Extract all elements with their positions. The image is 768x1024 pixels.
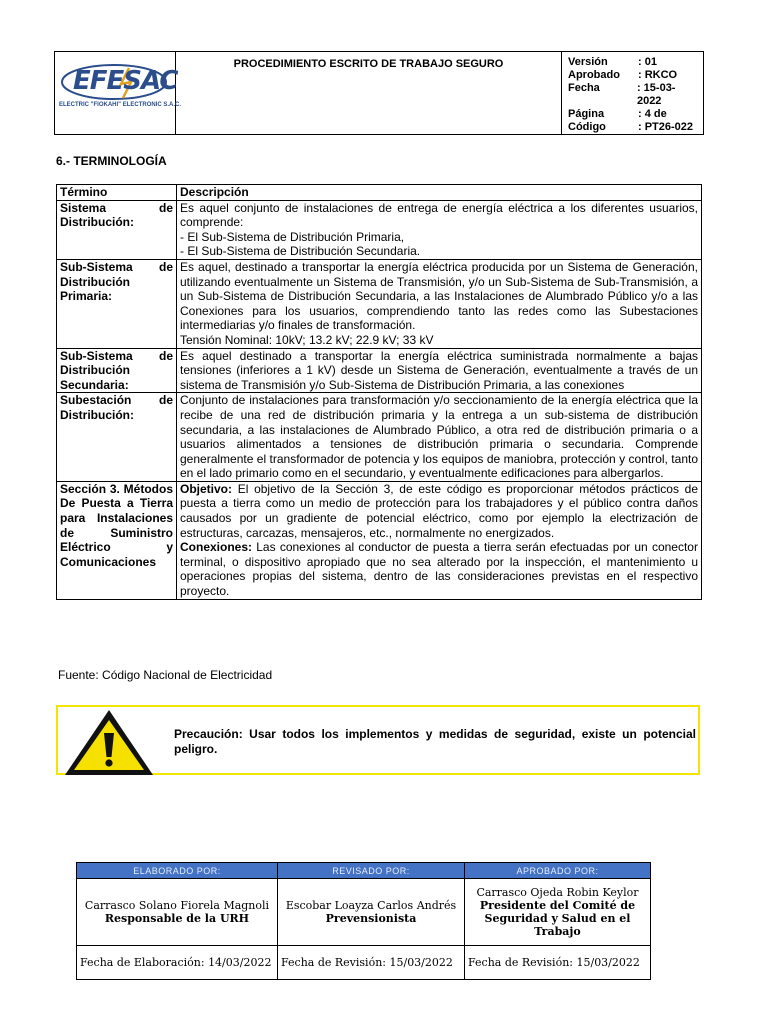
term-cell: Sub-Sistema de Distribución Secundaria: <box>57 348 177 393</box>
meta-code: Código : PT26-022 <box>568 121 694 133</box>
meta-date: Fecha : 15-03-2022 <box>568 82 676 107</box>
term-cell: Sistema de Distribución: <box>57 200 177 259</box>
signer-role: Presidente del Comité de Seguridad y Salud en el Trabajo <box>479 899 636 938</box>
signer-cell <box>77 879 278 946</box>
table-row <box>57 348 702 393</box>
description-cell <box>177 200 702 259</box>
column-header-description: Descripción <box>177 185 702 201</box>
description-text: Tensión Nominal: 10kV; 13.2 kV; 22.9 kV; 33 kV <box>180 332 434 347</box>
logo-cell <box>55 52 182 135</box>
source-note: Fuente: Código Nacional de Electricidad <box>58 668 273 682</box>
objective-text: El objetivo de la Sección 3, de este código es proporcionar métodos prácticos de puesta a tierra como un medio de protección para los trabajadores y el público contra daños causados por un gradiente de potencial eléctrico, como por ejemplo la electrización de estructuras, carcazas, mensajeros, etc., normalmente no energizados. <box>180 481 698 540</box>
description-text: Conjunto de instalaciones para transformación y/o seccionamiento de la energía eléctrica que la recibe de una red de distribución primaria y la entrega a un sub-sistema de distribución secundaria, a las instalaciones de Alumbrado Público, a otra red de distribución primaria o a usuarios alimentados a tensiones de distribución primaria o secundaria. Comprende generalmente el transformador de potencia y los equipos de maniobra, protección y control, tanto en el lado primario como en el secundario, y eventualmente edificaciones para albergarlos. <box>180 393 698 481</box>
date-review: Fecha de Revisión: 15/03/2022 <box>278 946 465 980</box>
signer-role: Responsable de la URH <box>104 912 250 925</box>
table-row <box>57 393 702 482</box>
description-text: Es aquel conjunto de instalaciones de entrega de energía eléctrica a los diferentes usuarios, comprende: <box>180 200 698 230</box>
column-header-term: Término <box>57 185 177 201</box>
description-cell <box>177 259 702 348</box>
reviewed-by-header: REVISADO POR: <box>278 863 465 879</box>
objective-paragraph <box>180 482 698 540</box>
elaborated-by-header: ELABORADO POR: <box>77 863 278 879</box>
date-approval: Fecha de Revisión: 15/03/2022 <box>465 946 651 980</box>
description-text: Es aquel destinado a transportar la energía eléctrica suministrada normalmente a bajas tensiones (inferiores a 1 kV) desde un Sistema de Generación, eventualmente a través de un sistema de Transmisión y/o Sub-Sistema de Distribución Primaria, a las conexiones <box>180 348 698 392</box>
description-text: - El Sub-Sistema de Distribución Primaria, <box>180 229 405 244</box>
term-cell: Subestación de Distribución: <box>57 393 177 482</box>
company-logo <box>55 52 182 120</box>
caution-text: Precaución: Usar todos los implementos y medidas de seguridad, existe un potencial peligro. <box>174 727 696 756</box>
table-row <box>57 259 702 348</box>
signer-name: Carrasco Solano Fiorela Magnoli <box>84 899 270 912</box>
logo-subtitle: ELECTRIC "FIOKAHI" ELECTRONIC S.A.C. <box>59 102 182 108</box>
signer-name: Escobar Loayza Carlos Andrés <box>285 899 457 912</box>
objective-label: Objetivo: <box>180 481 233 496</box>
description-cell <box>177 348 702 393</box>
signer-cell <box>278 879 465 946</box>
signatures-header-row <box>77 863 651 879</box>
signer-cell <box>465 879 651 946</box>
meta-approved: Aprobado : RKCO <box>568 69 678 81</box>
meta-page: Página : 4 de <box>568 108 667 120</box>
warning-triangle-icon <box>62 707 156 777</box>
signer-role: Prevensionista <box>325 912 417 925</box>
table-header-row <box>57 185 702 201</box>
signatures-dates-row <box>77 946 651 980</box>
document-header <box>54 51 704 135</box>
caution-box <box>56 705 700 775</box>
signatures-table <box>76 862 651 980</box>
approved-by-header: APROBADO POR: <box>465 863 651 879</box>
term-cell: Sub-Sistema de Distribución Primaria: <box>57 259 177 348</box>
connections-text: Las conexiones al conductor de puesta a tierra serán efectuadas por un conector terminal, o dispositivo apropiado que no sea alterado por la inspección, el mantenimiento u operaciones propias del sistema, dentro de las consideraciones previstas en el respectivo proyecto. <box>180 540 698 599</box>
signer-name: Carrasco Ojeda Robin Keylor <box>476 886 639 899</box>
connections-label: Conexiones: <box>180 540 253 555</box>
connections-paragraph <box>180 540 698 598</box>
signatures-names-row <box>77 879 651 946</box>
meta-version: Versión : 01 <box>568 56 657 68</box>
description-text: Es aquel, destinado a transportar la energía eléctrica producida por un Sistema de Generación, utilizando eventualmente un Sistema de Transmisión, y/o un Sub-Sistema de Sub-Transmisión, a un Sub-Sistema de Distribución Secundaria, a las Instalaciones de Alumbrado Público y/o a las Conexiones para los usuarios, comprendiendo tanto las redes como las Subestaciones intermediarias y/o finales de transformación. <box>180 259 698 333</box>
document-title: PROCEDIMIENTO ESCRITO DE TRABAJO SEGURO <box>176 52 562 135</box>
table-row <box>57 200 702 259</box>
section-title: 6.- TERMINOLOGÍA <box>56 154 167 168</box>
table-row <box>57 481 702 599</box>
description-text: - El Sub-Sistema de Distribución Secundaria. <box>180 244 421 259</box>
logo-wordmark: EFESAC <box>73 66 178 96</box>
description-cell <box>177 481 702 599</box>
date-elaboration: Fecha de Elaboración: 14/03/2022 <box>77 946 278 980</box>
term-cell: Sección 3. Métodos De Puesta a Tierra para Instalaciones de Suministro Eléctrico y Comunicaciones <box>57 481 177 599</box>
terminology-table <box>56 184 702 600</box>
document-meta <box>562 52 704 135</box>
description-cell <box>177 393 702 482</box>
